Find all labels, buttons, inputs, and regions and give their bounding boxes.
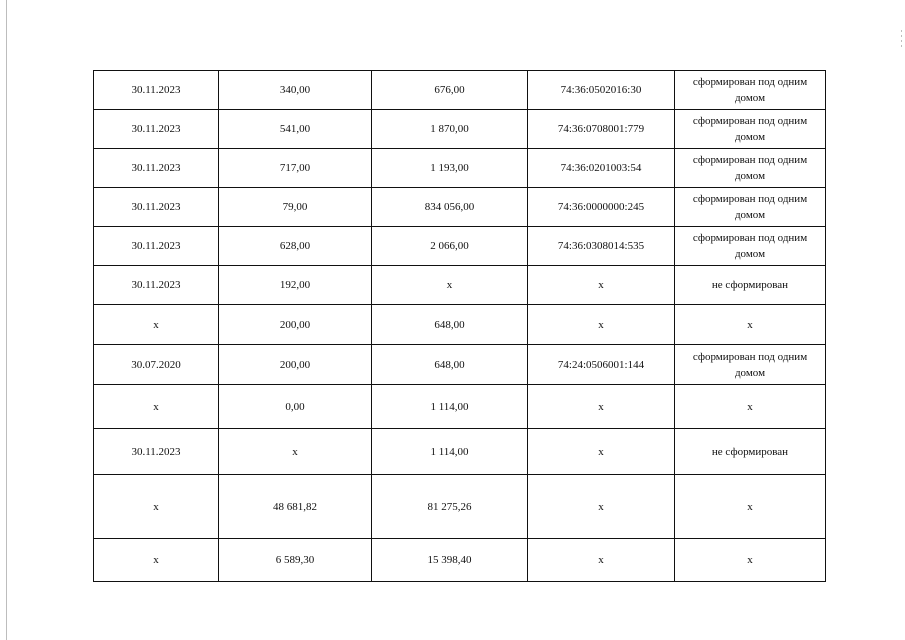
table-row — [94, 429, 826, 475]
value-cell: 541,00 — [219, 110, 372, 149]
value-cell: 48 681,82 — [219, 475, 372, 539]
value-cell: 717,00 — [219, 149, 372, 188]
status-cell: сформирован под одним домом — [675, 345, 826, 385]
value-cell: 648,00 — [372, 345, 528, 385]
table-row — [94, 305, 826, 345]
cadastral-number-cell: х — [528, 266, 675, 305]
value-cell: 79,00 — [219, 188, 372, 227]
value-cell: 1 193,00 — [372, 149, 528, 188]
date-cell: 30.11.2023 — [94, 71, 219, 110]
value-cell: х — [372, 266, 528, 305]
cadastral-number-cell: 74:36:0308014:535 — [528, 227, 675, 266]
date-cell: 30.11.2023 — [94, 266, 219, 305]
value-cell: х — [219, 429, 372, 475]
cadastral-number-cell: 74:36:0201003:54 — [528, 149, 675, 188]
scan-edge-marks — [901, 30, 902, 50]
date-cell: 30.11.2023 — [94, 429, 219, 475]
date-cell: 30.11.2023 — [94, 149, 219, 188]
cadastral-number-cell: х — [528, 429, 675, 475]
date-cell: 30.07.2020 — [94, 345, 219, 385]
date-cell: х — [94, 475, 219, 539]
table-row — [94, 475, 826, 539]
value-cell: 1 114,00 — [372, 385, 528, 429]
value-cell: 200,00 — [219, 305, 372, 345]
status-cell: сформирован под одним домом — [675, 110, 826, 149]
value-cell: 1 114,00 — [372, 429, 528, 475]
cadastral-number-cell: 74:36:0708001:779 — [528, 110, 675, 149]
date-cell: х — [94, 539, 219, 582]
cadastral-number-cell: х — [528, 305, 675, 345]
scan-edge-line — [6, 0, 7, 640]
date-cell: 30.11.2023 — [94, 188, 219, 227]
cadastral-number-cell: 74:36:0000000:245 — [528, 188, 675, 227]
status-cell: х — [675, 305, 826, 345]
value-cell: 1 870,00 — [372, 110, 528, 149]
value-cell: 6 589,30 — [219, 539, 372, 582]
value-cell: 81 275,26 — [372, 475, 528, 539]
date-cell: 30.11.2023 — [94, 110, 219, 149]
cadastral-number-cell: х — [528, 385, 675, 429]
status-cell: х — [675, 475, 826, 539]
table-row — [94, 188, 826, 227]
value-cell: 0,00 — [219, 385, 372, 429]
cadastral-number-cell: х — [528, 539, 675, 582]
table-row — [94, 110, 826, 149]
table-row — [94, 149, 826, 188]
table-row — [94, 227, 826, 266]
status-cell: не сформирован — [675, 266, 826, 305]
value-cell: 676,00 — [372, 71, 528, 110]
value-cell: 340,00 — [219, 71, 372, 110]
cadastral-number-cell: 74:24:0506001:144 — [528, 345, 675, 385]
value-cell: 2 066,00 — [372, 227, 528, 266]
value-cell: 15 398,40 — [372, 539, 528, 582]
table-row — [94, 539, 826, 582]
value-cell: 648,00 — [372, 305, 528, 345]
status-cell: сформирован под одним домом — [675, 71, 826, 110]
status-cell: сформирован под одним домом — [675, 227, 826, 266]
data-table — [93, 70, 826, 582]
status-cell: х — [675, 385, 826, 429]
table-row — [94, 71, 826, 110]
cadastral-number-cell: 74:36:0502016:30 — [528, 71, 675, 110]
table-row — [94, 385, 826, 429]
date-cell: х — [94, 305, 219, 345]
date-cell: 30.11.2023 — [94, 227, 219, 266]
value-cell: 628,00 — [219, 227, 372, 266]
table-row — [94, 345, 826, 385]
status-cell: не сформирован — [675, 429, 826, 475]
status-cell: сформирован под одним домом — [675, 149, 826, 188]
value-cell: 192,00 — [219, 266, 372, 305]
status-cell: сформирован под одним домом — [675, 188, 826, 227]
date-cell: х — [94, 385, 219, 429]
cadastral-number-cell: х — [528, 475, 675, 539]
status-cell: х — [675, 539, 826, 582]
table-row — [94, 266, 826, 305]
value-cell: 834 056,00 — [372, 188, 528, 227]
value-cell: 200,00 — [219, 345, 372, 385]
